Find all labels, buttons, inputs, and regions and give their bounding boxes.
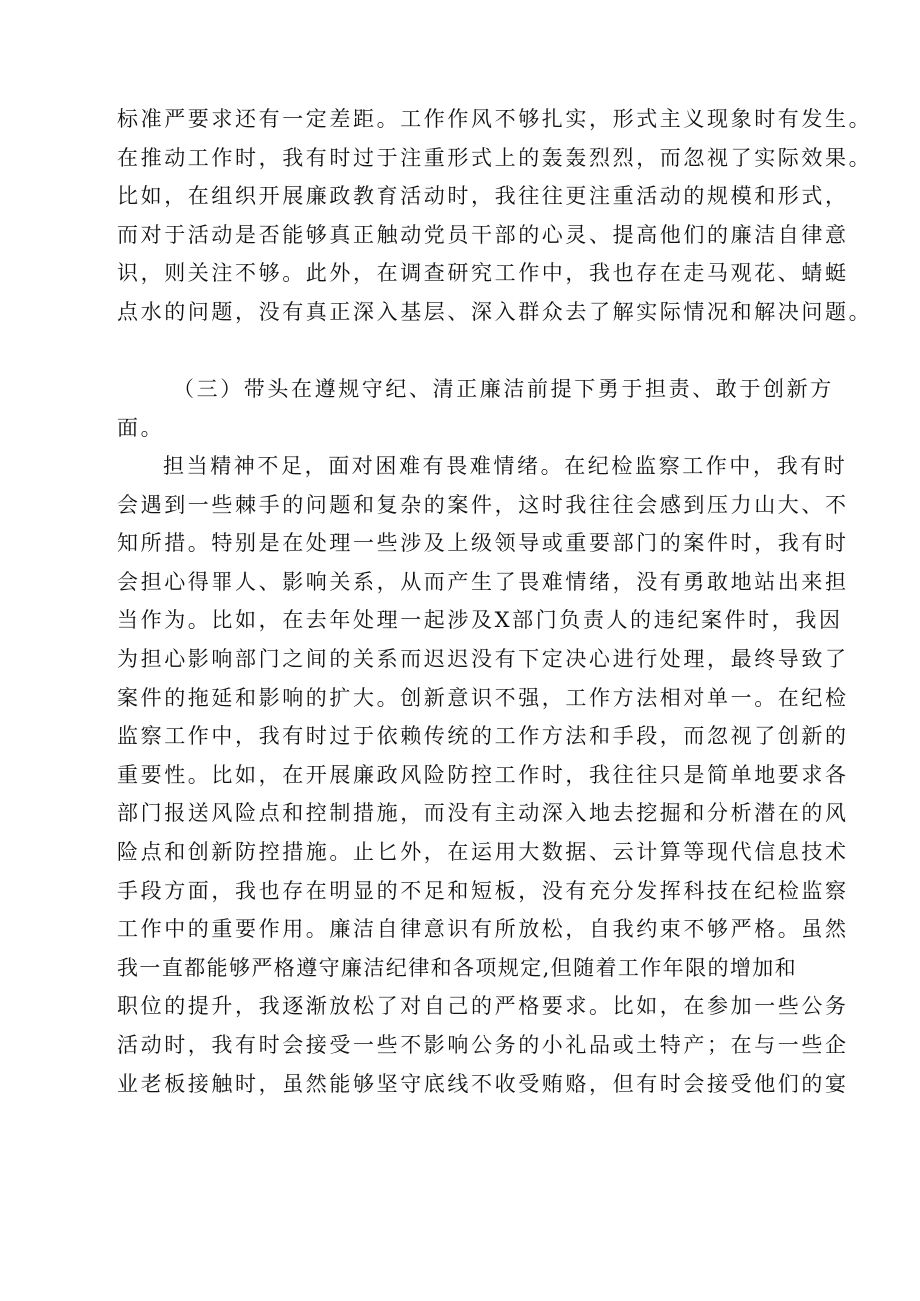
text-line: 标准严要求还有一定差距。工作作风不够扎实，形式主义现象时有发生。 bbox=[117, 107, 873, 131]
section-heading bbox=[117, 370, 837, 447]
text-line: 为担心影响部门之间的关系而迟迟没有下定决心进行处理，最终导致了 bbox=[117, 646, 849, 671]
text-line: 活动时，我有时会接受一些不影响公务的小礼品或土特产；在与一些企 bbox=[117, 1032, 849, 1057]
text-line: 比如，在组织开展廉政教育活动时，我往往更注重活动的规模和形式， bbox=[117, 184, 849, 209]
text-line: 担当精神不足，面对困难有畏难情绪。在纪检监察工作中，我有时 bbox=[163, 454, 848, 478]
paragraph-responsibility bbox=[117, 447, 849, 1103]
text-line: 手段方面，我也存在明显的不足和短板，没有充分发挥科技在纪检监察 bbox=[117, 878, 849, 903]
text-line: 重要性。比如，在开展廉政风险防控工作时，我往往只是简单地要求各 bbox=[117, 762, 849, 787]
text-line: 在推动工作时，我有时过于注重形式上的轰轰烈烈，而忽视了实际效果。 bbox=[117, 145, 873, 170]
text-line: 识，则关注不够。此外，在调查研究工作中，我也存在走马观花、蜻蜓 bbox=[117, 261, 849, 286]
heading-line: 面。 bbox=[117, 415, 165, 440]
text-line: 我一直都能够严格遵守廉洁纪律和各项规定,但随着工作年限的增加和 bbox=[117, 955, 798, 980]
text-line: 业老板接触时，虽然能够坚守底线不收受贿赂，但有时会接受他们的宴 bbox=[117, 1071, 849, 1096]
text-line: 会遇到一些棘手的问题和复杂的案件，这时我往往会感到压力山大、不 bbox=[117, 492, 849, 517]
text-line: 监察工作中，我有时过于依赖传统的工作方法和手段，而忽视了创新的 bbox=[117, 724, 849, 749]
text-line: 而对于活动是否能够真正触动党员干部的心灵、提高他们的廉洁自律意 bbox=[117, 222, 849, 247]
heading-line: （三）带头在遵规守纪、清正廉洁前提下勇于担责、敢于创新方 bbox=[173, 377, 834, 401]
text-line: 案件的拖延和影响的扩大。创新意识不强，工作方法相对单一。在纪检 bbox=[117, 685, 849, 710]
text-line: 职位的提升，我逐渐放松了对自己的严格要求。比如，在参加一些公务 bbox=[117, 994, 849, 1019]
text-line: 点水的问题，没有真正深入基层、深入群众去了解实际情况和解决问题。 bbox=[117, 299, 873, 324]
text-line: 会担心得罪人、影响关系，从而产生了畏难情绪，没有勇敢地站出来担 bbox=[117, 569, 849, 594]
text-line: 部门报送风险点和控制措施，而没有主动深入地去挖掘和分析潜在的风 bbox=[117, 801, 849, 826]
text-line: 知所措。特别是在处理一些涉及上级领导或重要部门的案件时，我有时 bbox=[117, 531, 849, 556]
text-line: 当作为。比如，在去年处理一起涉及X部门负责人的违纪案件时，我因 bbox=[117, 608, 843, 633]
paragraph-work-style bbox=[117, 100, 873, 332]
text-line: 险点和创新防控措施。止匕外，在运用大数据、云计算等现代信息技术 bbox=[117, 839, 849, 864]
text-line: 工作中的重要作用。廉洁自律意识有所放松，自我约束不够严格。虽然 bbox=[117, 917, 849, 942]
